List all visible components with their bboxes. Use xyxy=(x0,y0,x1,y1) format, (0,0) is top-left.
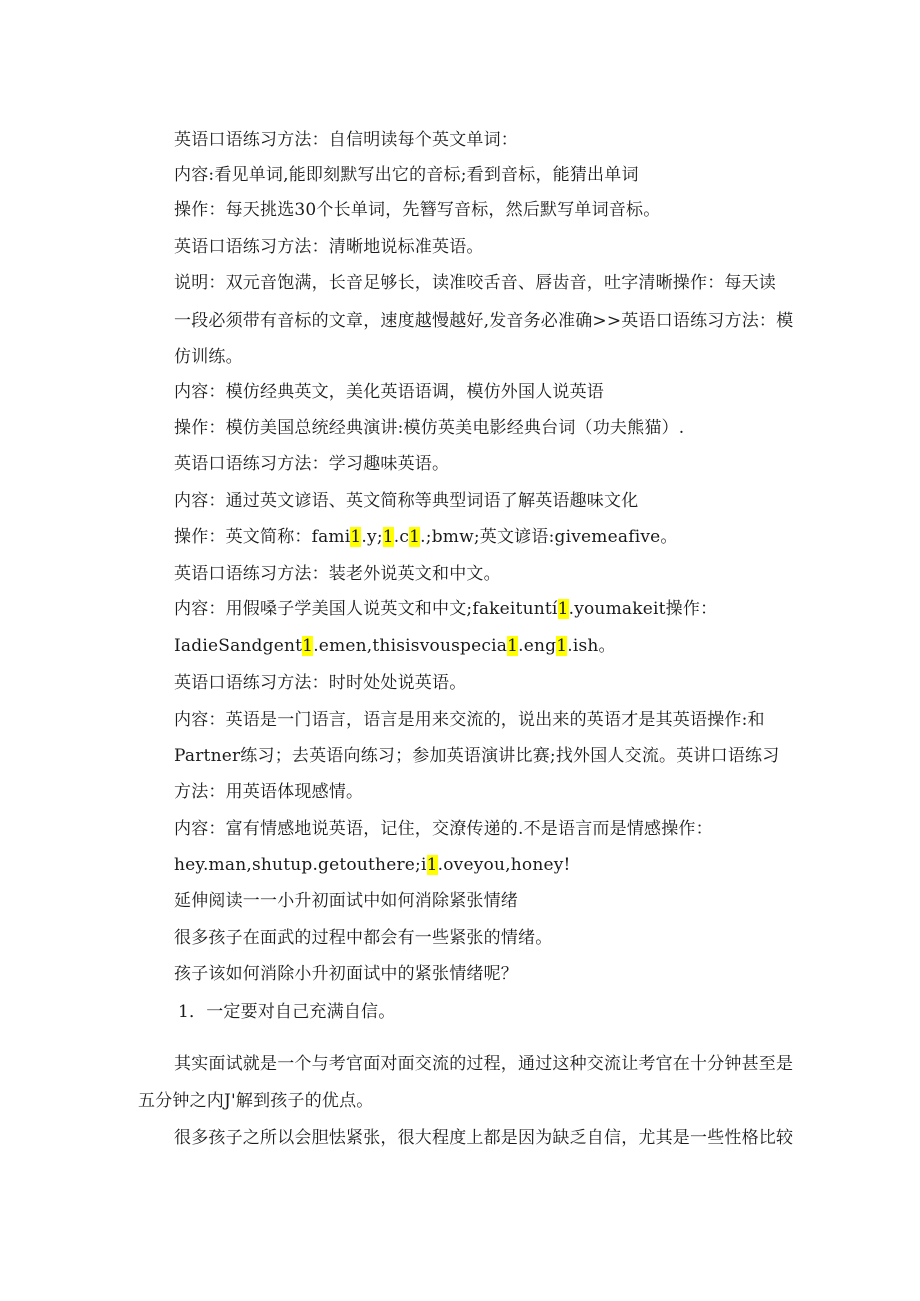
highlight-mark: 1 xyxy=(557,599,569,619)
paragraph-operation-2: 操作：模仿美国总统经典演讲:模仿英美电影经典台词（功夫熊猫）. xyxy=(174,418,685,438)
paragraph-body-2: 很多孩子之所以会胆怯紧张，很大程度上都是因为缺乏自信，尤其是一些性格比较 xyxy=(174,1128,794,1148)
text-segment: .youmakeit操作： xyxy=(568,599,718,619)
numbered-heading-1: 1．一定要对自己充满自信。 xyxy=(178,1002,396,1022)
text-segment: .emen,thisisvouspecia xyxy=(313,636,508,656)
paragraph-operation-4 xyxy=(174,635,616,657)
text-segment: 内容：用假嗓子学美国人说英文和中文;fakeituntí xyxy=(174,599,558,619)
text-segment: IadieSandgent xyxy=(174,636,303,656)
paragraph-body-1: 其实面试就是一个与考官面对面交流的过程，通过这种交流让考官在十分钟甚至是 xyxy=(174,1054,794,1074)
paragraph-explanation-1: 说明：双元音饱满，长音足够长，读准咬舌音、唇齿音，吐字清晰操作：每天读 xyxy=(174,273,776,293)
paragraph-operation-3 xyxy=(174,526,678,548)
highlight-mark: 1 xyxy=(409,527,421,547)
text-segment: 操作：英文简称：fami xyxy=(174,527,351,547)
text-segment: hey.man,shutup.getouthere;i xyxy=(174,855,427,875)
paragraph-content-2: 内容：模仿经典英文，美化英语语调，模仿外国人说英语 xyxy=(174,382,604,402)
text-segment: .c xyxy=(393,527,410,547)
heading-fun-english: 英语口语练习方法：学习趣味英语。 xyxy=(174,454,450,474)
paragraph-intro-2: 孩子该如何消除小升初面试中的紧张情绪呢？ xyxy=(174,964,518,984)
highlight-mark: 1 xyxy=(302,636,314,656)
paragraph-explanation-2: 一段必须带有音标的文章，速度越慢越好,发音务必准确>>英语口语练习方法：模 xyxy=(174,311,794,331)
highlight-mark: 1 xyxy=(350,527,362,547)
paragraph-content-6: 内容：富有情感地说英语，记住，交潦传递的.不是语言而是情感操作： xyxy=(174,819,713,839)
heading-foreigner-accent: 英语口语练习方法：装老外说英文和中文。 xyxy=(174,564,501,584)
paragraph-content-1: 内容:看见单词,能即刻默写出它的音标;看到音标，能猜出单词 xyxy=(174,165,639,185)
paragraph-intro-1: 很多孩子在面武的过程中都会有一些紧张的情绪。 xyxy=(174,928,553,948)
text-segment: .;bmw;英文谚语:givemeafive。 xyxy=(420,527,678,547)
paragraph-content-3: 内容：通过英文谚语、英文简称等典型词语了解英语趣味文化 xyxy=(174,491,639,511)
paragraph-content-4 xyxy=(174,598,717,620)
highlight-mark: 1 xyxy=(382,527,394,547)
highlight-mark: 1 xyxy=(426,855,438,875)
paragraph-content-5: 内容：英语是一门语言，语言是用来交流的，说出来的英语才是其英语操作:和 xyxy=(174,710,765,730)
text-segment: .y; xyxy=(361,527,383,547)
heading-standard-english: 英语口语练习方法：清晰地说标准英语。 xyxy=(174,237,484,257)
heading-emotion: 方法：用英语体现感情。 xyxy=(174,782,364,802)
heading-speak-everywhere: 英语口语练习方法：时时处处说英语。 xyxy=(174,673,467,693)
paragraph-explanation-3: 仿训练。 xyxy=(174,347,243,367)
heading-confidence-method: 英语口语练习方法：自信明读每个英文单词： xyxy=(174,130,518,150)
paragraph-body-1b: 五分钟之内J'解到孩子的优点。 xyxy=(138,1091,374,1111)
text-segment: .ish。 xyxy=(567,636,616,656)
paragraph-operation-1: 操作：每天挑选30个长单词，先簪写音标，然后默写单词音标。 xyxy=(174,200,661,220)
text-segment: .oveyou,honey! xyxy=(437,855,571,875)
highlight-mark: 1 xyxy=(507,636,519,656)
extended-reading-title: 延伸阅读一一小升初面试中如何消除紧张情绪 xyxy=(174,891,518,911)
highlight-mark: 1 xyxy=(556,636,568,656)
text-segment: .eng xyxy=(518,636,557,656)
paragraph-content-5b: Partner练习；去英语向练习；参加英语演讲比赛;找外国人交流。英讲口语练习 xyxy=(174,746,780,766)
paragraph-operation-6 xyxy=(174,854,571,876)
